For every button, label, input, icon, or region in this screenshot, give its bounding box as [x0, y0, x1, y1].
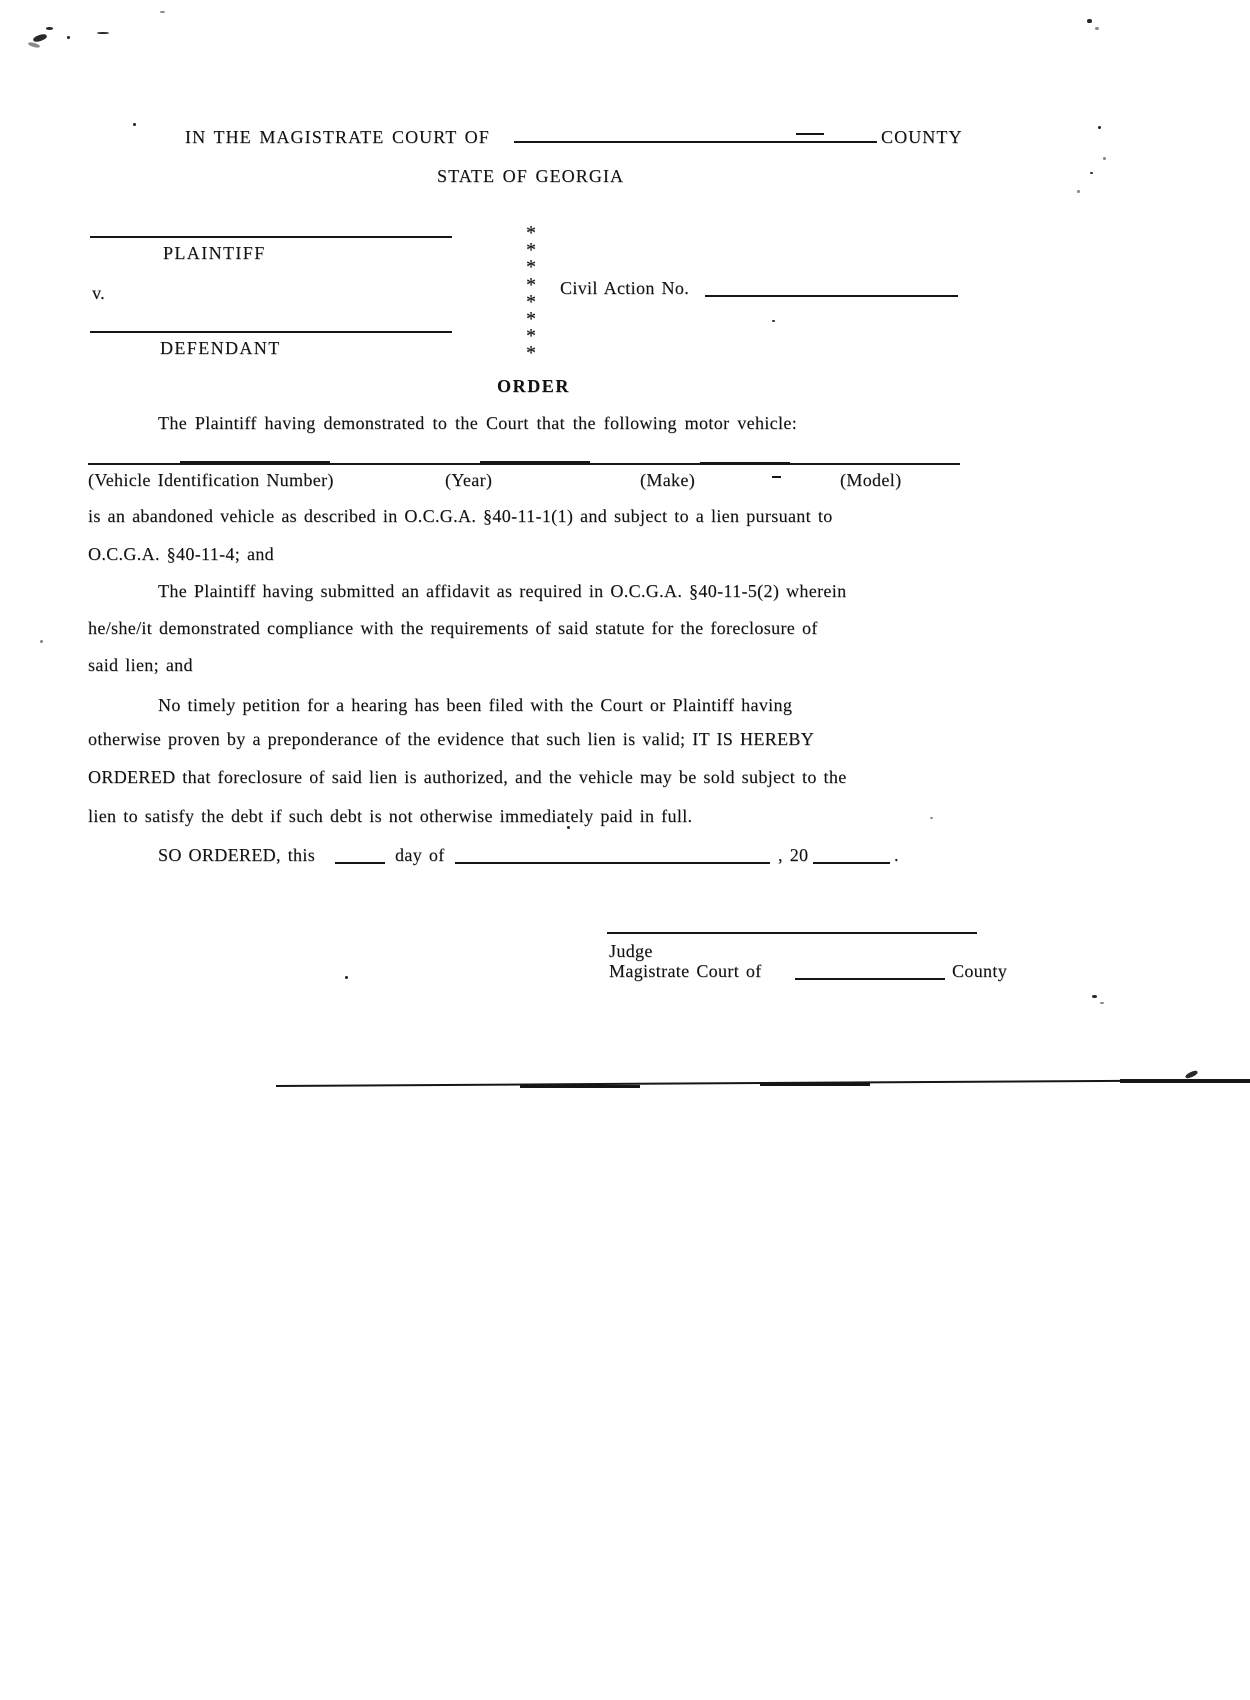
header-court-suffix: COUNTY — [881, 127, 963, 147]
scan-speck — [97, 32, 109, 34]
so-ordered-prefix: SO ORDERED, this — [158, 845, 316, 865]
scan-speck — [1098, 126, 1101, 129]
para-affidavit-line-1: The Plaintiff having submitted an affidavit as required in O.C.G.A. §40-11-5(2) wherein — [158, 581, 847, 601]
scan-speck — [700, 462, 790, 464]
scan-speck — [67, 36, 70, 39]
vehicle-model-label: (Model) — [840, 470, 902, 490]
order-intro-line: The Plaintiff having demonstrated to the Court that the following motor vehicle: — [158, 413, 798, 433]
scan-speck — [480, 461, 590, 464]
asterisk-glyph: * — [526, 273, 536, 296]
scan-speck — [1092, 995, 1097, 998]
asterisk-glyph: * — [526, 256, 536, 279]
para-abandoned-line-1: is an abandoned vehicle as described in O.C.G.A. §40-11-1(1) and subject to a lien pursuant to — [88, 506, 833, 526]
header-state-line: STATE OF GEORGIA — [437, 166, 625, 186]
asterisk-glyph: * — [526, 342, 536, 365]
scan-speck — [1185, 1069, 1199, 1079]
scan-speck — [180, 461, 330, 464]
plaintiff-name-line — [90, 222, 452, 238]
vehicle-make-label: (Make) — [640, 470, 696, 490]
asterisk-glyph: * — [526, 290, 536, 313]
scan-speck — [567, 826, 570, 829]
so-ordered-period: . — [894, 845, 899, 865]
scan-speck — [1095, 27, 1099, 30]
scan-speck — [133, 123, 136, 126]
header-court-prefix: IN THE MAGISTRATE COURT OF — [185, 127, 490, 147]
order-title: ORDER — [497, 376, 571, 396]
day-number-blank — [335, 848, 385, 864]
vehicle-year-label: (Year) — [445, 470, 493, 490]
scan-speck — [772, 320, 775, 322]
scan-speck — [32, 33, 47, 43]
scan-speck — [772, 476, 781, 478]
month-blank — [455, 848, 770, 864]
scan-speck — [160, 11, 165, 13]
defendant-label: DEFENDANT — [160, 338, 281, 358]
scan-speck — [796, 133, 824, 135]
para-abandoned-line-2: O.C.G.A. §40-11-4; and — [88, 544, 275, 564]
plaintiff-label: PLAINTIFF — [163, 243, 266, 263]
so-ordered-year-prefix: , 20 — [778, 845, 809, 865]
asterisk-glyph: * — [526, 325, 536, 348]
asterisk-glyph: * — [526, 239, 536, 262]
scan-speck — [1087, 19, 1092, 23]
para-ruling-line-2: otherwise proven by a preponderance of the evidence that such lien is valid; IT IS HEREBY — [88, 729, 815, 749]
magistrate-county-blank — [795, 964, 945, 980]
judge-label: Judge — [609, 941, 653, 961]
asterisk-glyph: * — [526, 308, 536, 331]
scan-speck — [1120, 1079, 1250, 1083]
scan-speck — [1077, 190, 1080, 193]
asterisk-glyph: * — [526, 222, 536, 244]
para-affidavit-line-3: said lien; and — [88, 655, 193, 675]
scan-speck — [1090, 172, 1093, 174]
para-ruling-line-1: No timely petition for a hearing has been filed with the Court or Plaintiff having — [158, 695, 793, 715]
signature-county-label: County — [952, 961, 1008, 981]
scan-speck — [40, 640, 43, 643]
versus-label: v. — [92, 283, 106, 303]
caption-asterisk-column — [526, 222, 536, 365]
para-ruling-line-4: lien to satisfy the debt if such debt is not otherwise immediately paid in full. — [88, 806, 693, 826]
civil-action-label: Civil Action No. — [560, 278, 690, 298]
scan-speck — [760, 1083, 870, 1086]
scan-speck — [520, 1085, 640, 1088]
year-blank — [813, 848, 890, 864]
so-ordered-day-of: day of — [395, 845, 445, 865]
civil-action-number-blank — [705, 281, 958, 297]
scan-speck — [1103, 157, 1106, 160]
scan-speck — [28, 42, 41, 49]
scan-speck — [46, 27, 53, 30]
judge-signature-line — [607, 918, 977, 934]
magistrate-court-of-label: Magistrate Court of — [609, 961, 762, 981]
scan-speck — [1100, 1002, 1104, 1004]
defendant-name-line — [90, 317, 452, 333]
scan-speck — [930, 817, 933, 819]
vehicle-vin-label: (Vehicle Identification Number) — [88, 470, 334, 490]
para-affidavit-line-2: he/she/it demonstrated compliance with the requirements of said statute for the foreclosure of — [88, 618, 818, 638]
para-ruling-line-3: ORDERED that foreclosure of said lien is authorized, and the vehicle may be sold subject to the — [88, 767, 847, 787]
scan-speck — [345, 976, 348, 979]
